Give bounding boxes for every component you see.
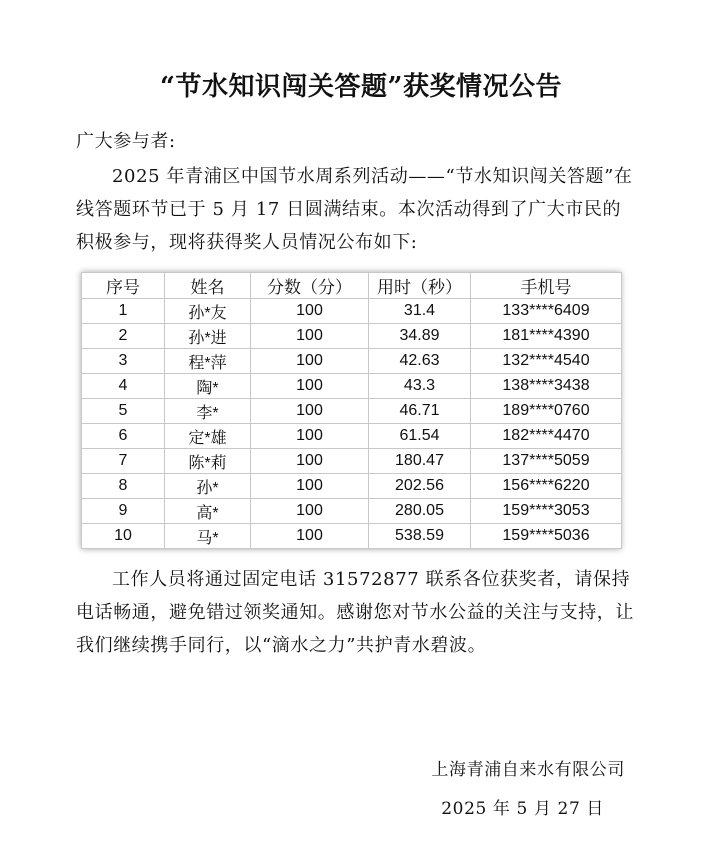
cell-time: 34.89 xyxy=(369,324,471,349)
cell-phone: 133****6409 xyxy=(471,299,622,324)
cell-phone: 137****5059 xyxy=(471,449,622,474)
cell-index: 4 xyxy=(82,374,165,399)
cell-name: 高* xyxy=(165,499,251,524)
cell-index: 10 xyxy=(82,524,165,549)
cell-name: 孙*友 xyxy=(165,299,251,324)
cell-time: 42.63 xyxy=(369,349,471,374)
cell-score: 100 xyxy=(251,399,369,424)
cell-time: 61.54 xyxy=(369,424,471,449)
cell-score: 100 xyxy=(251,474,369,499)
table-row xyxy=(82,399,622,424)
cell-phone: 189****0760 xyxy=(471,399,622,424)
cell-index: 8 xyxy=(82,474,165,499)
table-row xyxy=(82,424,622,449)
intro-paragraph: 2025 年青浦区中国节水周系列活动——“节水知识闯关答题”在线答题环节已于 5 月 17 日圆满结束。本次活动得到了广大市民的积极参与，现将获得奖人员情况公布如下: xyxy=(76,166,633,253)
table-row xyxy=(82,474,622,499)
table-row xyxy=(82,299,622,324)
cell-phone: 138****3438 xyxy=(471,374,622,399)
cell-phone: 156****6220 xyxy=(471,474,622,499)
cell-phone: 132****4540 xyxy=(471,349,622,374)
winners-table-container xyxy=(81,272,621,549)
cell-name: 程*萍 xyxy=(165,349,251,374)
table-row xyxy=(82,449,622,474)
cell-name: 陶* xyxy=(165,374,251,399)
organization-signature: 上海青浦自来水有限公司 xyxy=(431,760,625,780)
greeting: 广大参与者: xyxy=(76,131,176,152)
header-time: 用时（秒） xyxy=(369,273,471,299)
cell-phone: 181****4390 xyxy=(471,324,622,349)
cell-time: 31.4 xyxy=(369,299,471,324)
table-row xyxy=(82,499,622,524)
cell-name: 孙* xyxy=(165,474,251,499)
cell-index: 9 xyxy=(82,499,165,524)
cell-index: 5 xyxy=(82,399,165,424)
cell-time: 180.47 xyxy=(369,449,471,474)
cell-index: 1 xyxy=(82,299,165,324)
table-row xyxy=(82,349,622,374)
cell-score: 100 xyxy=(251,499,369,524)
closing-paragraph: 工作人员将通过固定电话 31572877 联系各位获奖者，请保持电话畅通，避免错过领奖通知。感谢您对节水公益的关注与支持，让我们继续携手同行，以“滴水之力”共护青水碧波。 xyxy=(76,569,634,656)
cell-name: 孙*进 xyxy=(165,324,251,349)
cell-score: 100 xyxy=(251,449,369,474)
cell-score: 100 xyxy=(251,374,369,399)
table-header-row xyxy=(82,273,622,299)
winners-table xyxy=(81,272,622,549)
cell-name: 陈*莉 xyxy=(165,449,251,474)
cell-score: 100 xyxy=(251,524,369,549)
notice-title: “节水知识闯关答题”获奖情况公告 xyxy=(160,72,562,102)
cell-time: 43.3 xyxy=(369,374,471,399)
cell-time: 280.05 xyxy=(369,499,471,524)
cell-time: 202.56 xyxy=(369,474,471,499)
cell-phone: 159****3053 xyxy=(471,499,622,524)
header-name: 姓名 xyxy=(165,273,251,299)
cell-name: 定*雄 xyxy=(165,424,251,449)
cell-index: 6 xyxy=(82,424,165,449)
header-index: 序号 xyxy=(82,273,165,299)
cell-score: 100 xyxy=(251,349,369,374)
cell-index: 3 xyxy=(82,349,165,374)
notice-date: 2025 年 5 月 27 日 xyxy=(441,799,604,819)
header-score: 分数（分） xyxy=(251,273,369,299)
table-row xyxy=(82,524,622,549)
cell-phone: 182****4470 xyxy=(471,424,622,449)
header-phone: 手机号 xyxy=(471,273,622,299)
cell-time: 46.71 xyxy=(369,399,471,424)
cell-score: 100 xyxy=(251,299,369,324)
cell-index: 7 xyxy=(82,449,165,474)
cell-time: 538.59 xyxy=(369,524,471,549)
table-row xyxy=(82,374,622,399)
cell-name: 李* xyxy=(165,399,251,424)
cell-name: 马* xyxy=(165,524,251,549)
cell-phone: 159****5036 xyxy=(471,524,622,549)
cell-score: 100 xyxy=(251,424,369,449)
table-row xyxy=(82,324,622,349)
cell-index: 2 xyxy=(82,324,165,349)
cell-score: 100 xyxy=(251,324,369,349)
table-body xyxy=(82,299,622,549)
